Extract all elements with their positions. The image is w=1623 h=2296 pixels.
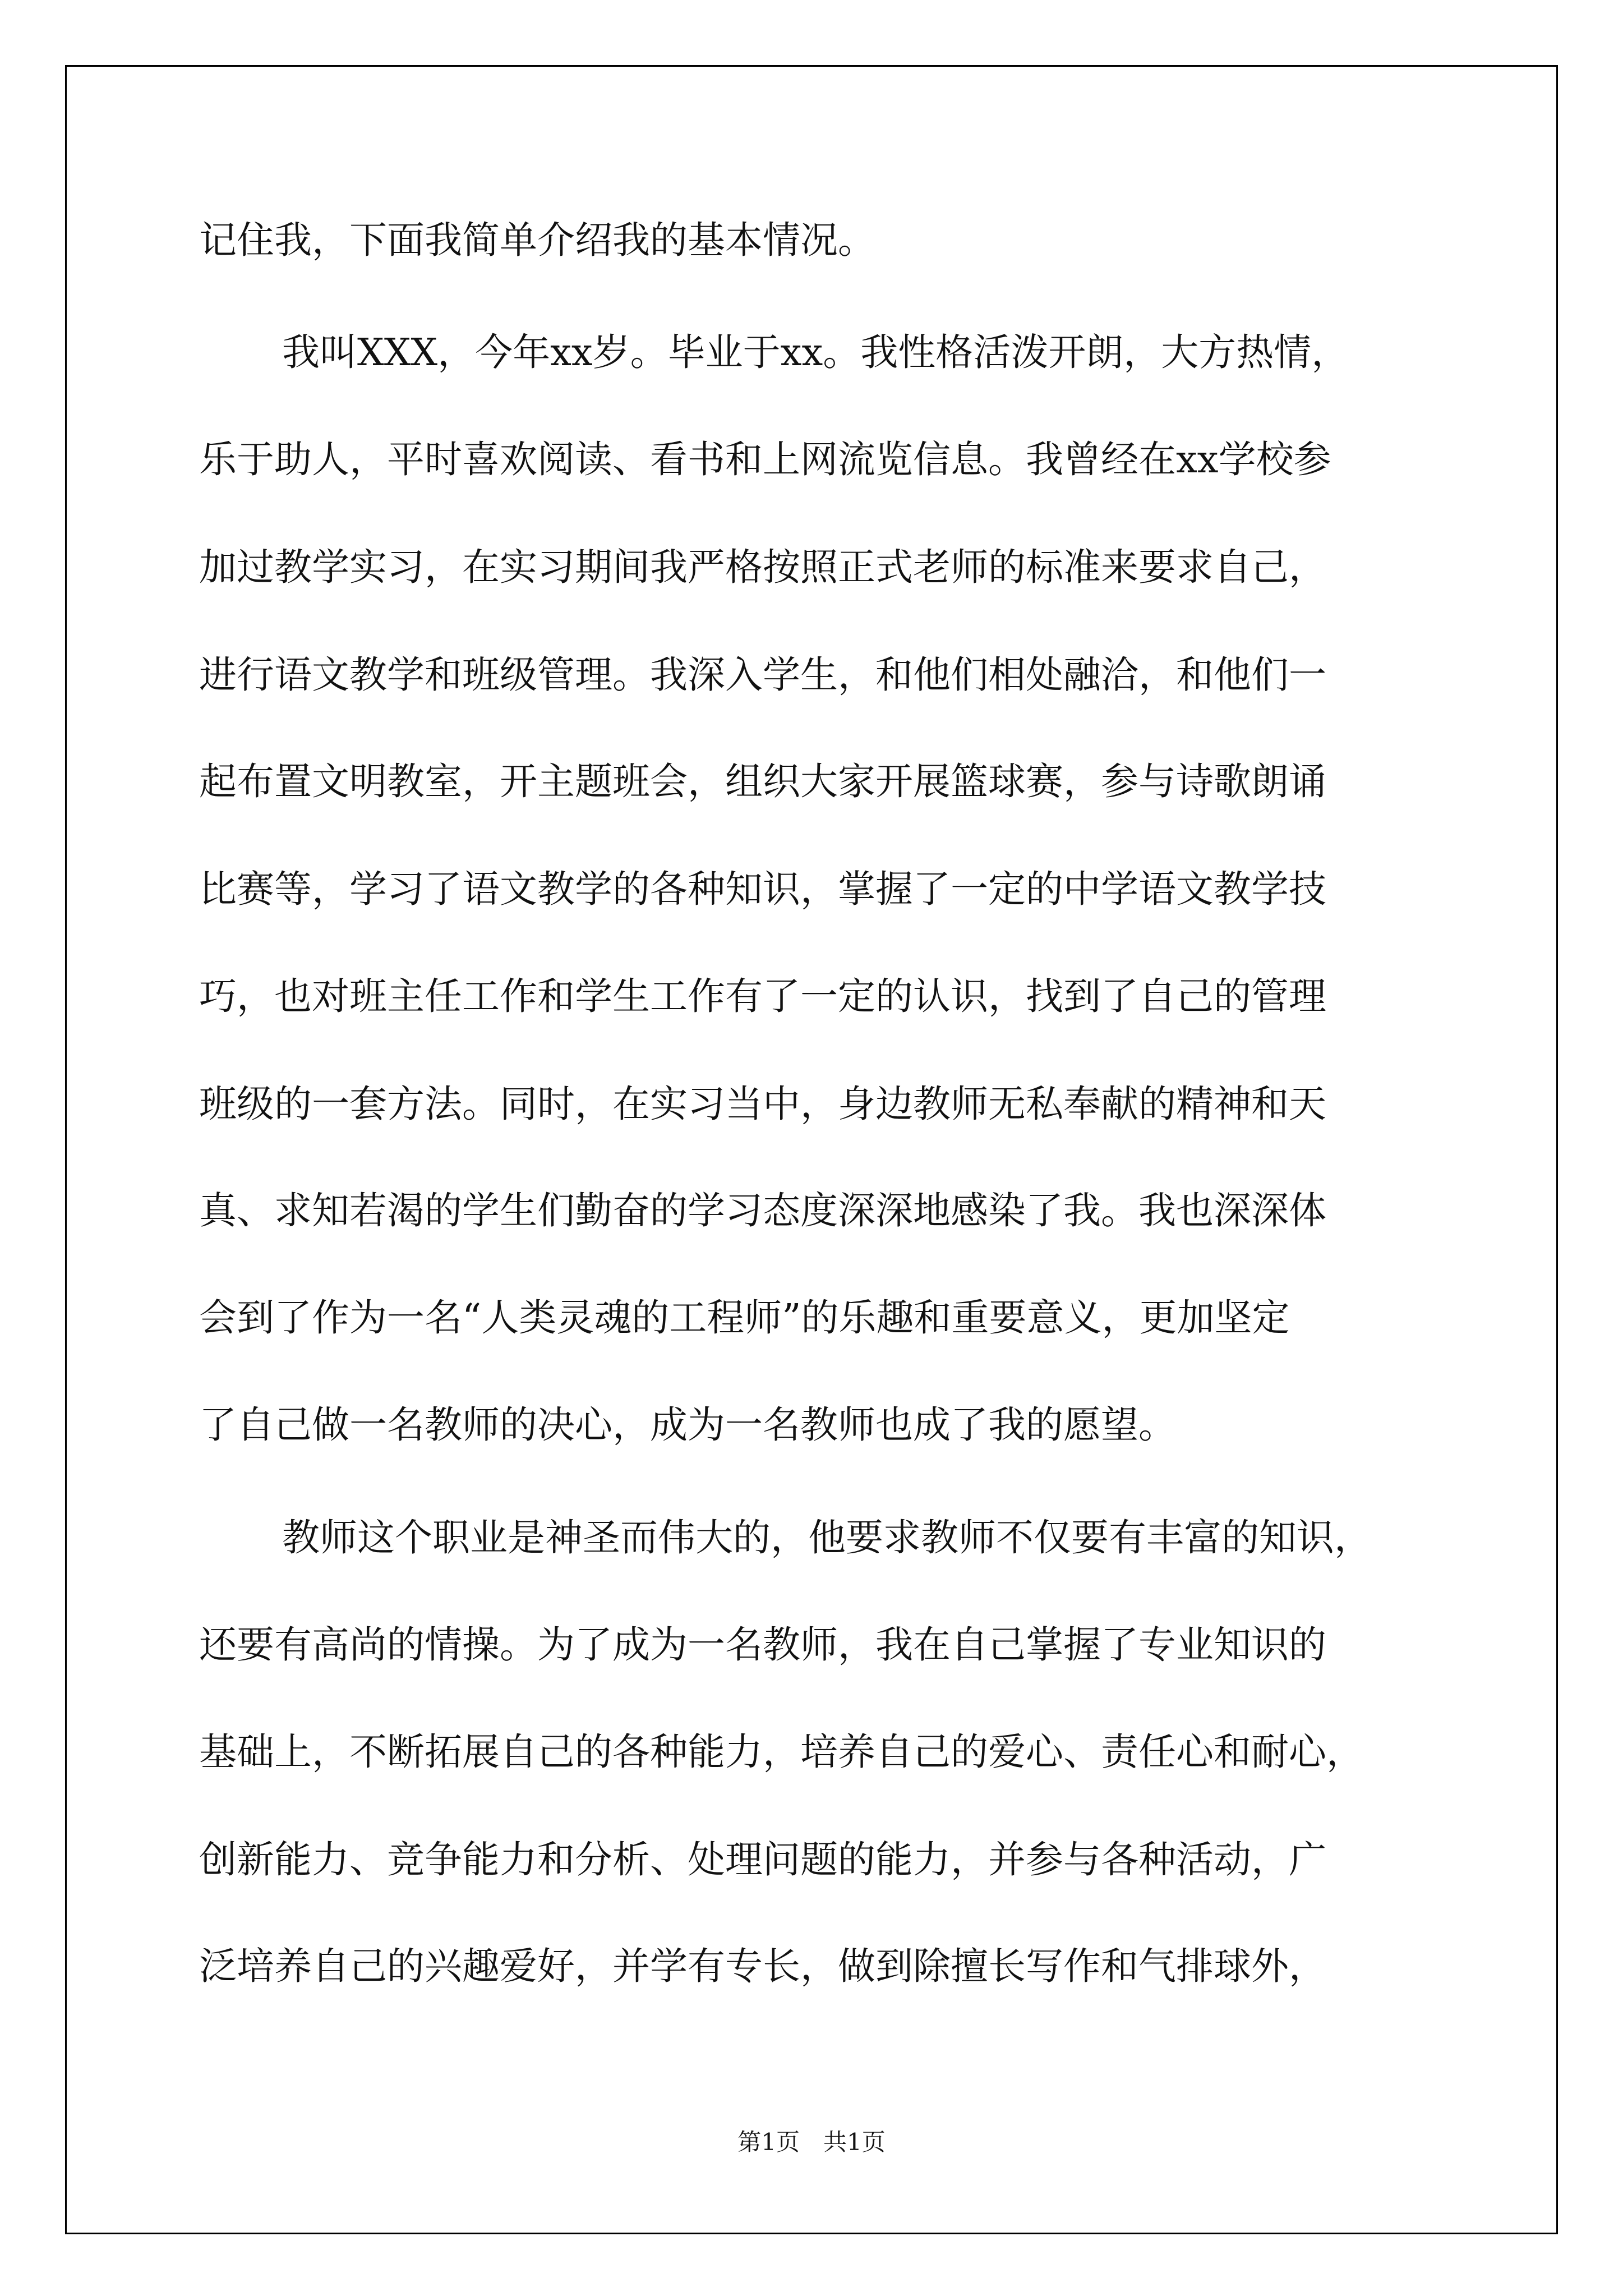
text-line: 真、求知若渴的学生们勤奋的学习态度深深地感染了我。我也深深体 <box>199 1189 1326 1232</box>
text-line: 记住我，下面我简单介绍我的基本情况。 <box>199 218 875 262</box>
text-line: 基础上，不断拓展自己的各种能力，培养自己的爱心、责任心和耐心， <box>199 1730 1364 1774</box>
text-line: 加过教学实习，在实习期间我严格按照正式老师的标准来要求自己， <box>199 545 1326 589</box>
text-line: 了自己做一名教师的决心，成为一名教师也成了我的愿望。 <box>199 1403 1176 1447</box>
text-line: 教师这个职业是神圣而伟大的，他要求教师不仅要有丰富的知识， <box>282 1516 1372 1559</box>
text-line: 乐于助人，平时喜欢阅读、看书和上网流览信息。我曾经在xx学校参 <box>199 438 1331 481</box>
page-number: 第1页 <box>737 2128 800 2156</box>
text-line: 比赛等，学习了语文教学的各种知识，掌握了一定的中学语文教学技 <box>199 867 1326 911</box>
text-line: 班级的一套方法。同时，在实习当中，身边教师无私奉献的精神和天 <box>199 1082 1326 1126</box>
text-line: 起布置文明教室，开主题班会，组织大家开展篮球赛，参与诗歌朗诵 <box>199 760 1326 803</box>
text-line: 进行语文教学和班级管理。我深入学生，和他们相处融洽，和他们一 <box>199 653 1326 697</box>
text-line: 巧，也对班主任工作和学生工作有了一定的认识，找到了自己的管理 <box>199 974 1326 1018</box>
text-line: 我叫XXX，今年xx岁。毕业于xx。我性格活泼开朗，大方热情， <box>282 330 1349 374</box>
text-line: 泛培养自己的兴趣爱好，并学有专长，做到除擅长写作和气排球外， <box>199 1944 1326 1988</box>
text-line: 还要有高尚的情操。为了成为一名教师，我在自己掌握了专业知识的 <box>199 1623 1326 1667</box>
text-line: 创新能力、竞争能力和分析、处理问题的能力，并参与各种活动，广 <box>199 1838 1326 1881</box>
page-total: 共1页 <box>823 2128 886 2156</box>
page-border <box>65 65 1558 2234</box>
page-footer <box>0 2124 1623 2157</box>
text-line: 会到了作为一名“人类灵魂的工程师”的乐趣和重要意义，更加坚定 <box>199 1296 1290 1340</box>
